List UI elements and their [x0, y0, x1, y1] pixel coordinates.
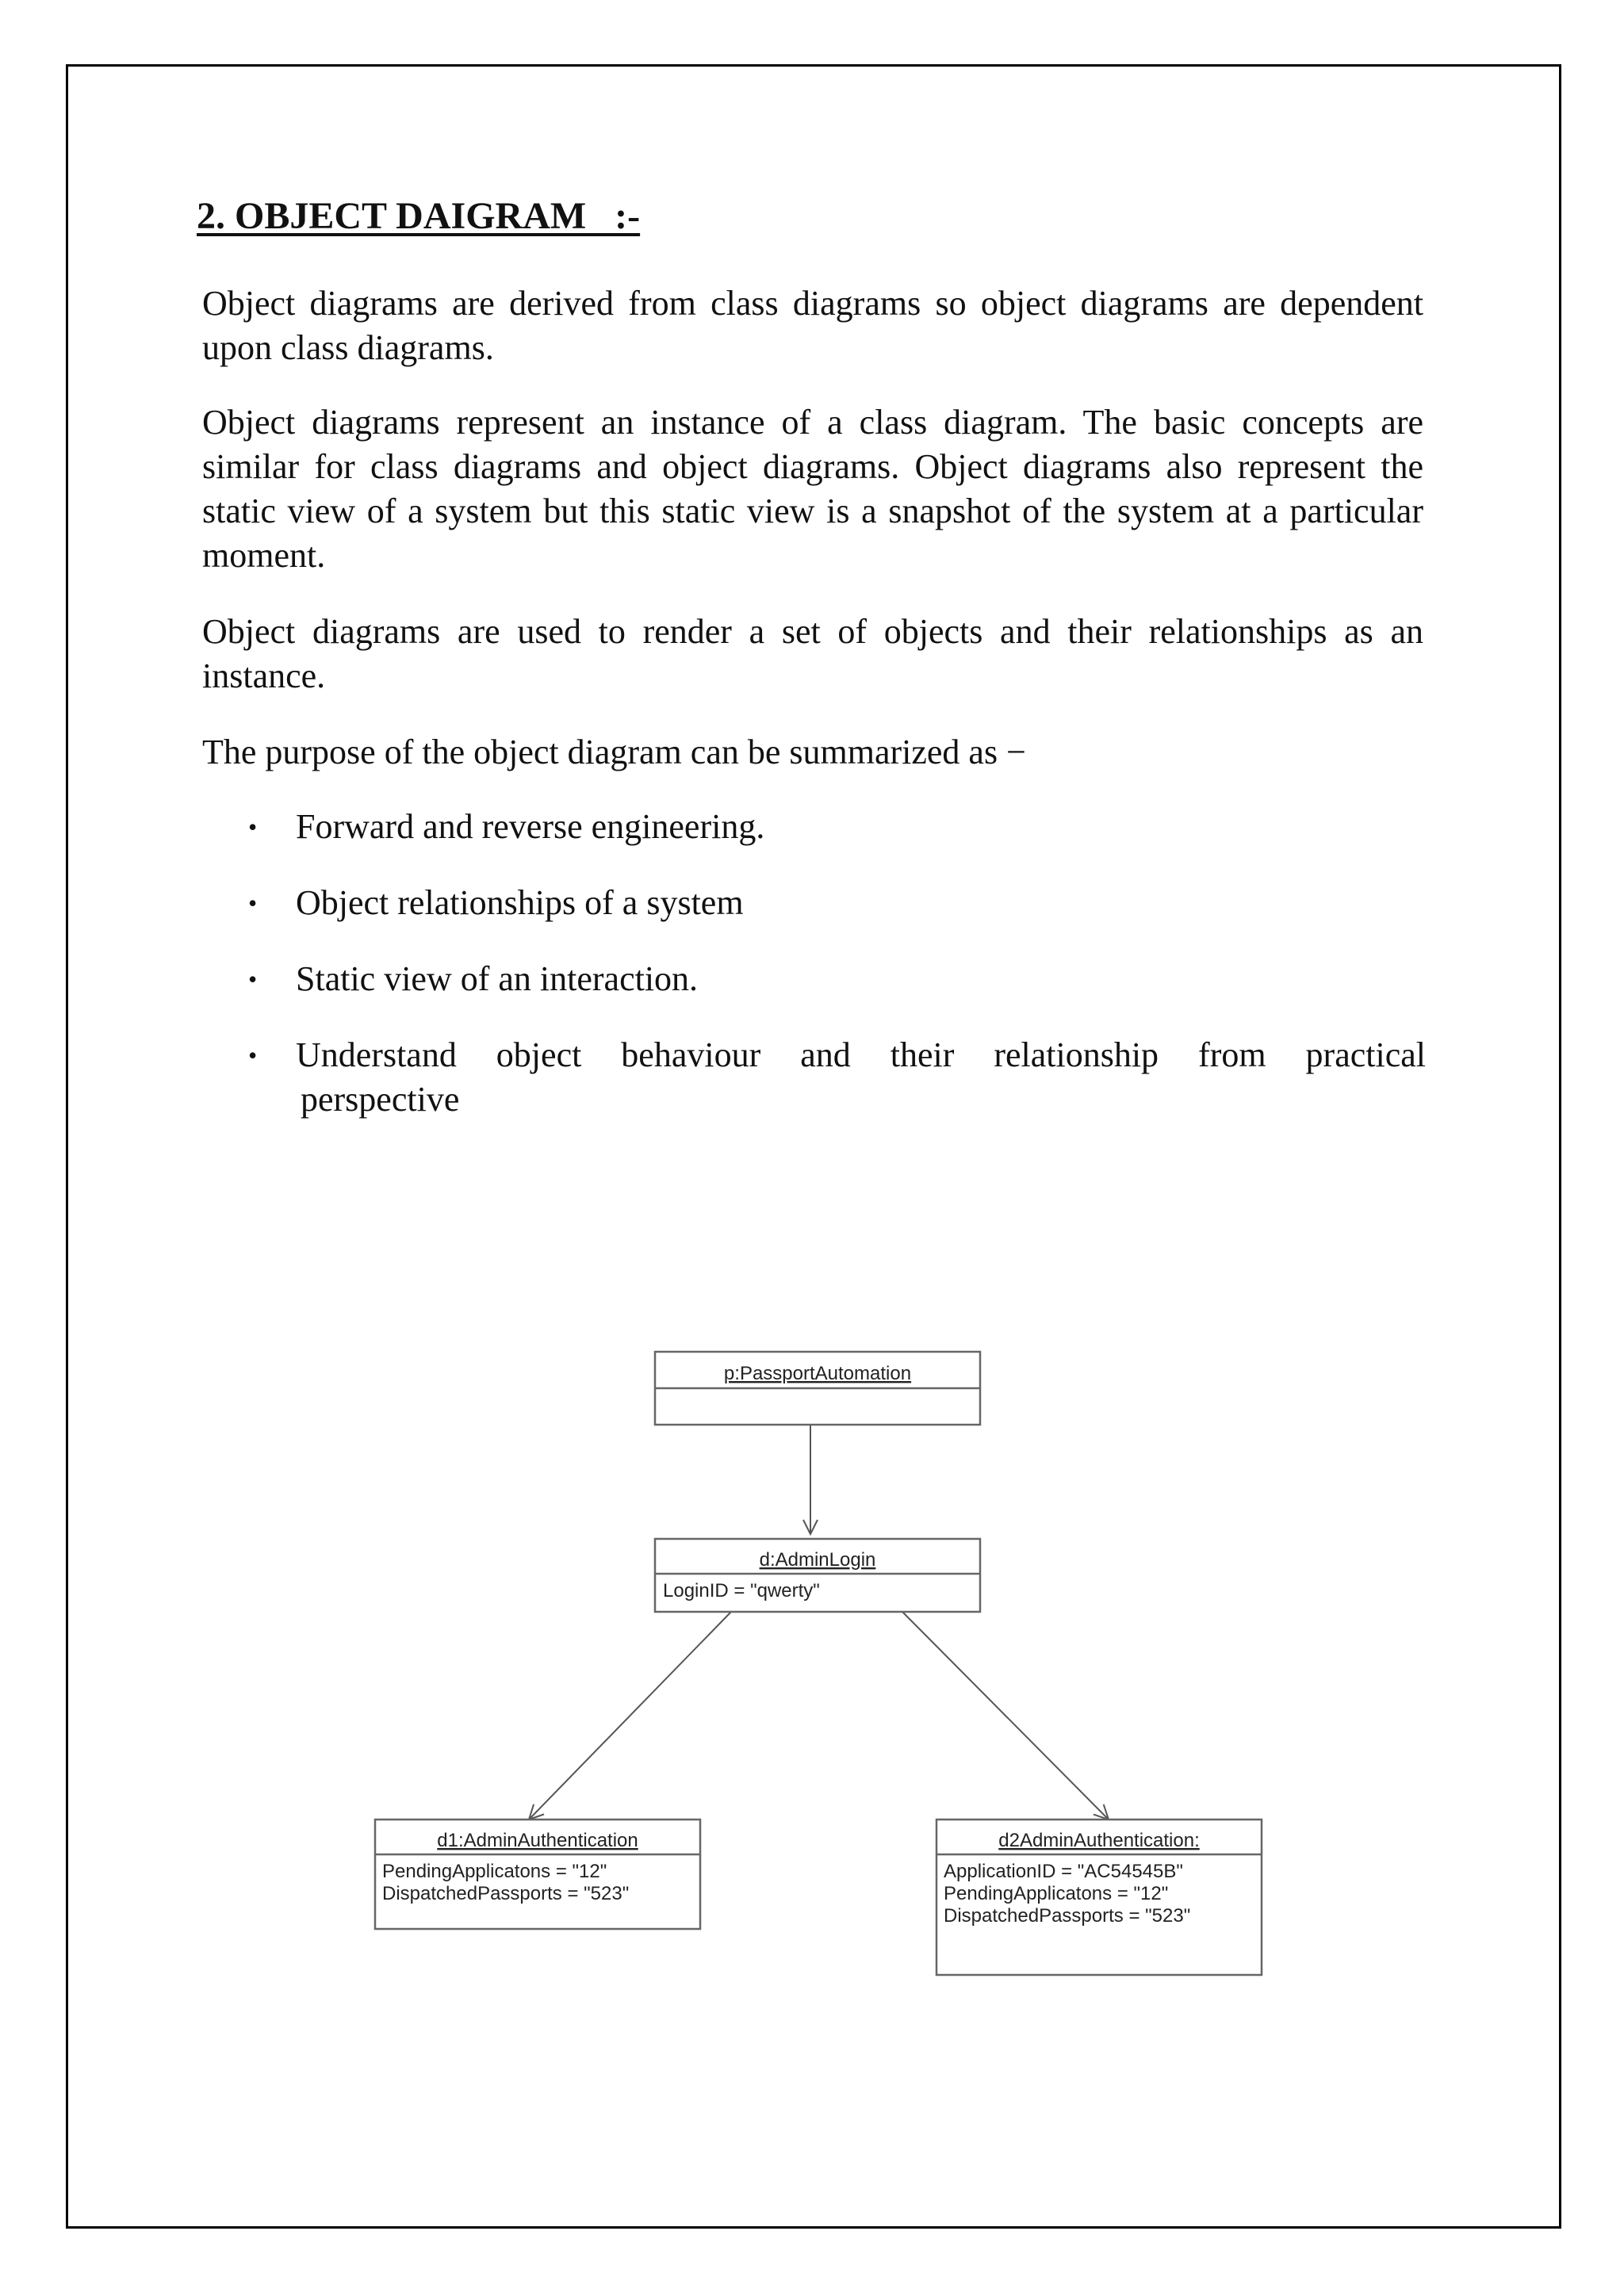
object-attribute: ApplicationID = "AC54545B" — [944, 1861, 1183, 1882]
list-item-text: Static view of an interaction. — [296, 959, 699, 998]
list-item-continuation: perspective — [301, 1080, 460, 1119]
connector-login-to-auth2 — [902, 1612, 1109, 1820]
object-title: d1:AdminAuthentication — [437, 1830, 638, 1851]
list-item-text: Forward and reverse engineering. — [296, 807, 765, 846]
paragraph-2: Object diagrams represent an instance of a class diagram. The basic concepts are similar for class diagrams and object diagrams. Object diagrams also represent the static view of a system but this static view is a snapshot of the system at a particular moment. — [202, 403, 1423, 575]
object-attribute: LoginID = "qwerty" — [663, 1580, 820, 1601]
connector-login-to-auth1 — [529, 1612, 731, 1820]
list-item-text: Understand object behaviour and their relationship from practical — [296, 1035, 1426, 1074]
object-admin-login — [655, 1539, 980, 1612]
paragraph-3: Object diagrams are used to render a set of objects and their relationships as an instance. — [202, 612, 1423, 695]
object-attribute: DispatchedPassports = "523" — [944, 1905, 1191, 1927]
paragraph-1: Object diagrams are derived from class diagrams so object diagrams are dependent upon class diagrams. — [202, 284, 1423, 367]
object-admin-authentication-1 — [375, 1820, 700, 1929]
object-attribute: DispatchedPassports = "523" — [382, 1883, 630, 1904]
object-attribute: PendingApplicatons = "12" — [944, 1883, 1169, 1904]
object-passport-automation — [655, 1352, 980, 1425]
object-admin-authentication-2 — [936, 1820, 1262, 1975]
object-title: d2AdminAuthentication: — [998, 1830, 1200, 1851]
object-title: d:AdminLogin — [759, 1549, 876, 1571]
list-item-text: Object relationships of a system — [296, 883, 744, 922]
paragraph-4: The purpose of the object diagram can be summarized as − — [202, 733, 1026, 771]
object-attribute: PendingApplicatons = "12" — [382, 1861, 607, 1882]
section-heading: 2. OBJECT DAIGRAM :- — [197, 195, 641, 237]
object-title: p:PassportAutomation — [723, 1363, 912, 1384]
